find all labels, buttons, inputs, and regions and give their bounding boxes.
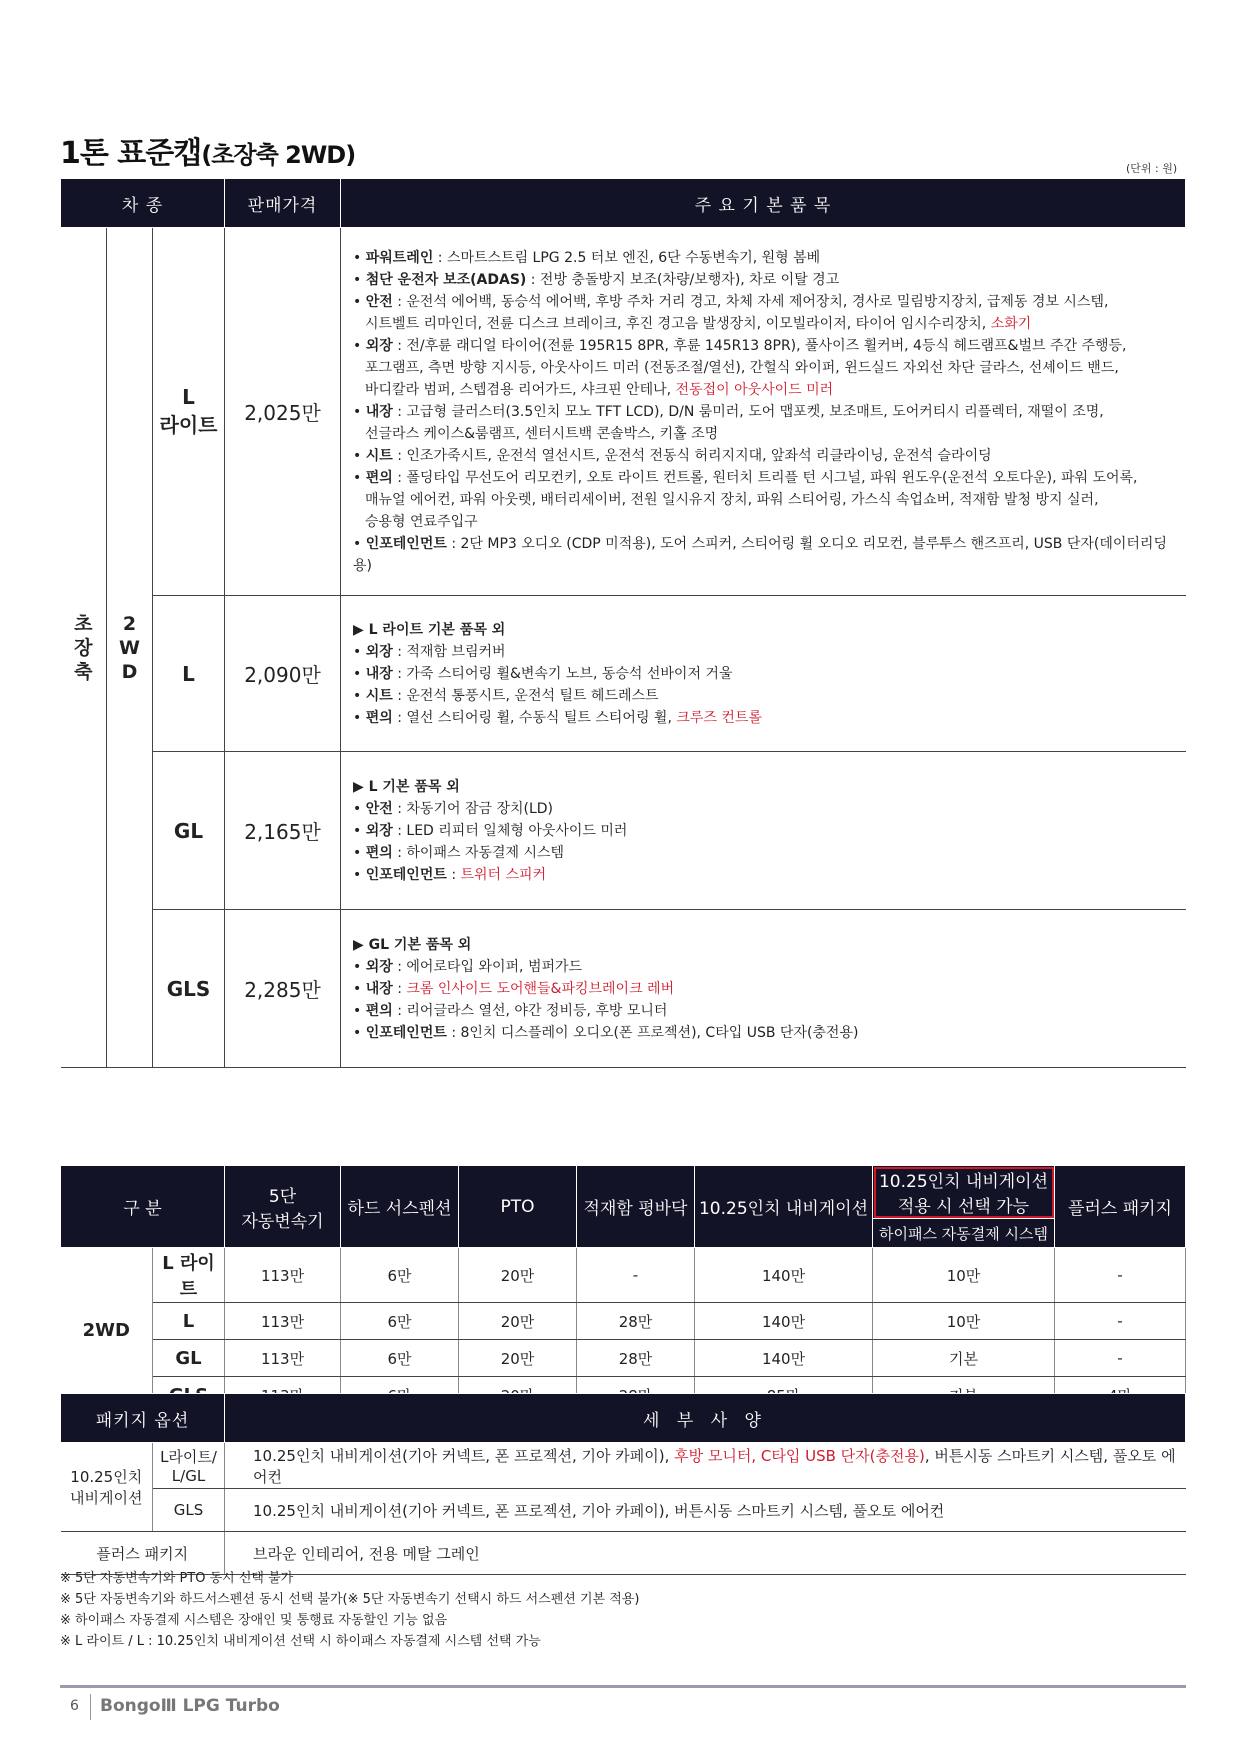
option-header: 10.25인치 내비게이션 <box>695 1166 873 1248</box>
option-trim: GL <box>153 1340 225 1377</box>
option-price: 28만 <box>577 1340 695 1377</box>
package-detail: 10.25인치 내비게이션(기아 커넥트, 폰 프로젝션, 기아 카페이), 후방 모니터, C타입 USB 단자(충전용), 버튼시동 스마트키 시스템, 풀오토 에어컨 <box>225 1443 1186 1489</box>
feature-list <box>341 910 1186 1068</box>
feature-line: • 외장 : 전/후륜 래디얼 타이어(전륜 195R15 8PR, 후륜 145R13 8PR), 풀사이즈 휠커버, 4등식 헤드램프&벌브 주간 주행등, <box>353 337 1127 354</box>
option-price: - <box>1055 1248 1186 1303</box>
footer <box>60 1685 1186 1716</box>
option-row <box>61 1248 1186 1303</box>
package-trim: L라이트/ L/GL <box>153 1443 225 1489</box>
trim-name: GL <box>153 752 225 910</box>
option-price: 6만 <box>341 1303 459 1340</box>
feature-line: • 인포테인먼트 : 2단 MP3 오디오 (CDP 미적용), 도어 스피커, 스티어링 휠 오디오 리모컨, 블루투스 핸즈프리, USB 단자(데이터리딩용) <box>353 535 1167 574</box>
option-header: PTO <box>459 1166 577 1248</box>
base-note: ▶ L 라이트 기본 품목 외 <box>353 621 506 638</box>
package-table <box>60 1393 1186 1575</box>
page-title: 1톤 표준캡(초장축 2WD) <box>60 136 356 171</box>
nav-label: 10.25인치 내비게이션 <box>61 1443 153 1532</box>
feature-line: • 시트 : 운전석 통풍시트, 운전석 틸트 헤드레스트 <box>353 687 659 704</box>
option-price: 6만 <box>341 1340 459 1377</box>
trim-name: L <box>153 596 225 752</box>
trim-name: L 라이트 <box>153 228 225 596</box>
note-line: ※ L 라이트 / L : 10.25인치 내비게이션 선택 시 하이패스 자동결제 시스템 선택 가능 <box>60 1634 541 1649</box>
option-price: - <box>1055 1340 1186 1377</box>
feature-line: • 외장 : LED 리피터 일체형 아웃사이드 미러 <box>353 822 628 839</box>
note-line: ※ 하이패스 자동결제 시스템은 장애인 및 통행료 자동할인 기능 없음 <box>60 1613 448 1628</box>
plus-detail: 브라운 인테리어, 전용 메탈 그레인 <box>225 1532 1186 1575</box>
option-header: 구 분 <box>61 1166 225 1248</box>
option-header: 5단 자동변속기 <box>225 1166 341 1248</box>
package-row <box>61 1489 1186 1532</box>
brand-name: BongoⅢ LPG Turbo <box>100 1696 280 1716</box>
trim-price: 2,285만 <box>225 910 341 1068</box>
spec-row <box>61 910 1186 1068</box>
spec-row <box>61 752 1186 910</box>
option-price: - <box>1055 1303 1186 1340</box>
option-price: 20만 <box>459 1303 577 1340</box>
trim-name: GLS <box>153 910 225 1068</box>
option-header: 적재함 평바닥 <box>577 1166 695 1248</box>
feature-line: • 안전 : 차동기어 잠금 장치(LD) <box>353 800 553 817</box>
trim-price: 2,090만 <box>225 596 341 752</box>
option-group: 2WD <box>61 1248 153 1414</box>
option-header: 하드 서스펜션 <box>341 1166 459 1248</box>
option-price: 6만 <box>341 1248 459 1303</box>
feature-line: • 외장 : 적재함 브림커버 <box>353 643 506 660</box>
feature-line: • 편의 : 리어글라스 열선, 야간 정비등, 후방 모니터 <box>353 1002 668 1019</box>
option-header: 10.25인치 내비게이션 적용 시 선택 가능 <box>873 1166 1055 1219</box>
option-row <box>61 1340 1186 1377</box>
trim-price: 2,025만 <box>225 228 341 596</box>
trim-price: 2,165만 <box>225 752 341 910</box>
option-price: 113만 <box>225 1340 341 1377</box>
option-price: 10만 <box>873 1248 1055 1303</box>
feature-line: • 인포테인먼트 : 8인치 디스플레이 오디오(폰 프로젝션), C타입 USB 단자(충전용) <box>353 1024 859 1041</box>
option-price-table <box>60 1165 1186 1414</box>
feature-list: • 파워트레인 : 스마트스트림 LPG 2.5 터보 엔진, 6단 수동변속기, 원형 봄베 • 첨단 운전자 보조(ADAS) : 전방 충돌방지 보조(차량/보행자), 차로 이탈 경고 • 안전 : 운전석 에어백, 동승석 에어백, 후방 주차 거리 경고, 차체 자세 제어장치, 경사로 밀림방지장치, 급제동 경보 시스템, 시트벨트 리마인더, 전륜 디스크 브레이크, 후진 경고음 발생장치, 이모빌라이저, 타이어 임시수리장치, 소화기 • 외장 : 전/후륜 래디얼 타이어(전륜 195R15 8PR, 후륜 145R13 8PR), 풀사이즈 휠커버, 4등식 헤드램프&벌브 주간 주행등, 포그램프, 측면 방향 지시등, 아웃사이드 미러 (전동조절/열선), 간헐식 와이퍼, 윈드실드 자외선 차단 글라스, 선셰이드 밴드, 바디칼라 범퍼, 스텝겸용 리어가드, 샤크핀 안테나, 전동접이 아웃사이드 미러 • 내장 : 고급형 클러스터(3.5인치 모노 TFT LCD), D/N 룸미러, 도어 맵포켓, 보조매트, 도어커티시 리플렉터, 재떨이 조명, 선글라스 케이스&룸램프, 센터시트백 콘솔박스, 키홀 조명 • 시트 : 인조가죽시트, 운전석 열선시트, 운전석 전동식 허리지지대, 앞좌석 리클라이닝, 운전석 슬라이딩 • 편의 : 폴딩타입 무선도어 리모컨키, 오토 라이트 컨트롤, 원터치 트리플 턴 시그널, 파워 윈도우(운전석 오토다운), 파워 도어록, 매뉴얼 에어컨, 파워 아웃렛, 배터리세이버, 전원 일시유지 장치, 파워 스티어링, 가스식 속업쇼버, 적재함 발청 방지 실러, 승용형 연료주입구 • 인포테인먼트 : 2단 MP3 오디오 (CDP 미적용), 도어 스피커, 스티어링 휠 오디오 리모컨, 블루투스 핸즈프리, USB 단자(데이터리딩용) <box>341 228 1186 596</box>
feature-line: • 편의 : 폴딩타입 무선도어 리모컨키, 오토 라이트 컨트롤, 원터치 트리플 턴 시그널, 파워 윈도우(운전석 오토다운), 파워 도어록, <box>353 469 1138 486</box>
feature-list <box>341 752 1186 910</box>
option-price: 113만 <box>225 1248 341 1303</box>
package-detail: 10.25인치 내비게이션(기아 커넥트, 폰 프로젝션, 기아 카페이), 버튼시동 스마트키 시스템, 풀오토 에어컨 <box>225 1489 1186 1532</box>
option-price: 140만 <box>695 1340 873 1377</box>
feature-line: • 첨단 운전자 보조(ADAS) : 전방 충돌방지 보조(차량/보행자), 차로 이탈 경고 <box>353 271 840 288</box>
plus-label: 플러스 패키지 <box>61 1532 225 1575</box>
note-line: ※ 5단 자동변속기와 하드서스펜션 동시 선택 불가(※ 5단 자동변속기 선택시 하드 서스펜션 기본 적용) <box>60 1592 640 1607</box>
option-price: 28만 <box>577 1303 695 1340</box>
main-spec-table <box>60 178 1186 1068</box>
option-price: 기본 <box>873 1340 1055 1377</box>
option-subheader: 하이패스 자동결제 시스템 <box>873 1219 1055 1248</box>
option-trim: L <box>153 1303 225 1340</box>
spec-row <box>61 596 1186 752</box>
footer-divider <box>90 1694 91 1720</box>
page-number: 6 <box>70 1698 79 1714</box>
option-row <box>61 1303 1186 1340</box>
package-header: 패키지 옵션 <box>61 1394 225 1443</box>
axle-label: 초 장 축 <box>61 228 107 1068</box>
feature-line: • 외장 : 에어로타입 와이퍼, 범퍼가드 <box>353 958 583 975</box>
drive-label: 2 W D <box>107 228 153 1068</box>
unit-label: (단위 : 원) <box>1126 162 1178 175</box>
option-trim: L 라이트 <box>153 1248 225 1303</box>
option-price: 113만 <box>225 1303 341 1340</box>
option-price: 140만 <box>695 1248 873 1303</box>
feature-list <box>341 596 1186 752</box>
feature-line: • 내장 : 가죽 스티어링 휠&변속기 노브, 동승석 선바이저 거울 <box>353 665 733 682</box>
option-price: 140만 <box>695 1303 873 1340</box>
feature-line: • 파워트레인 : 스마트스트림 LPG 2.5 터보 엔진, 6단 수동변속기, 원형 봄베 <box>353 249 821 266</box>
feature-line: • 내장 : 고급형 클러스터(3.5인치 모노 TFT LCD), D/N 룸미러, 도어 맵포켓, 보조매트, 도어커티시 리플렉터, 재떨이 조명, <box>353 403 1104 420</box>
header-features: 주 요 기 본 품 목 <box>341 179 1186 228</box>
base-note: ▶ L 기본 품목 외 <box>353 778 460 795</box>
note-line: ※ 5단 자동변속기와 PTO 동시 선택 불가 <box>60 1571 294 1586</box>
feature-line: • 편의 : 하이패스 자동결제 시스템 <box>353 844 565 861</box>
feature-line: • 시트 : 인조가죽시트, 운전석 열선시트, 운전석 전동식 허리지지대, 앞좌석 리클라이닝, 운전석 슬라이딩 <box>353 447 992 464</box>
option-price: 10만 <box>873 1303 1055 1340</box>
feature-line: • 안전 : 운전석 에어백, 동승석 에어백, 후방 주차 거리 경고, 차체 자세 제어장치, 경사로 밀림방지장치, 급제동 경보 시스템, <box>353 293 1109 310</box>
feature-line: • 내장 : 크롬 인사이드 도어핸들&파킹브레이크 레버 <box>353 980 675 997</box>
feature-line: • 인포테인먼트 : 트위터 스피커 <box>353 866 547 883</box>
option-price: 20만 <box>459 1340 577 1377</box>
option-price: - <box>577 1248 695 1303</box>
option-price: 20만 <box>459 1248 577 1303</box>
package-trim: GLS <box>153 1489 225 1532</box>
notes <box>60 1568 639 1652</box>
package-row <box>61 1443 1186 1489</box>
header-price: 판매가격 <box>225 179 341 228</box>
base-note: ▶ GL 기본 품목 외 <box>353 936 472 953</box>
detail-header: 세 부 사 양 <box>225 1394 1186 1443</box>
option-header: 플러스 패키지 <box>1055 1166 1186 1248</box>
feature-line: • 편의 : 열선 스티어링 휠, 수동식 틸트 스티어링 휠, 크루즈 컨트롤 <box>353 709 762 726</box>
header-type: 차 종 <box>61 179 225 228</box>
spec-row <box>61 228 1186 596</box>
